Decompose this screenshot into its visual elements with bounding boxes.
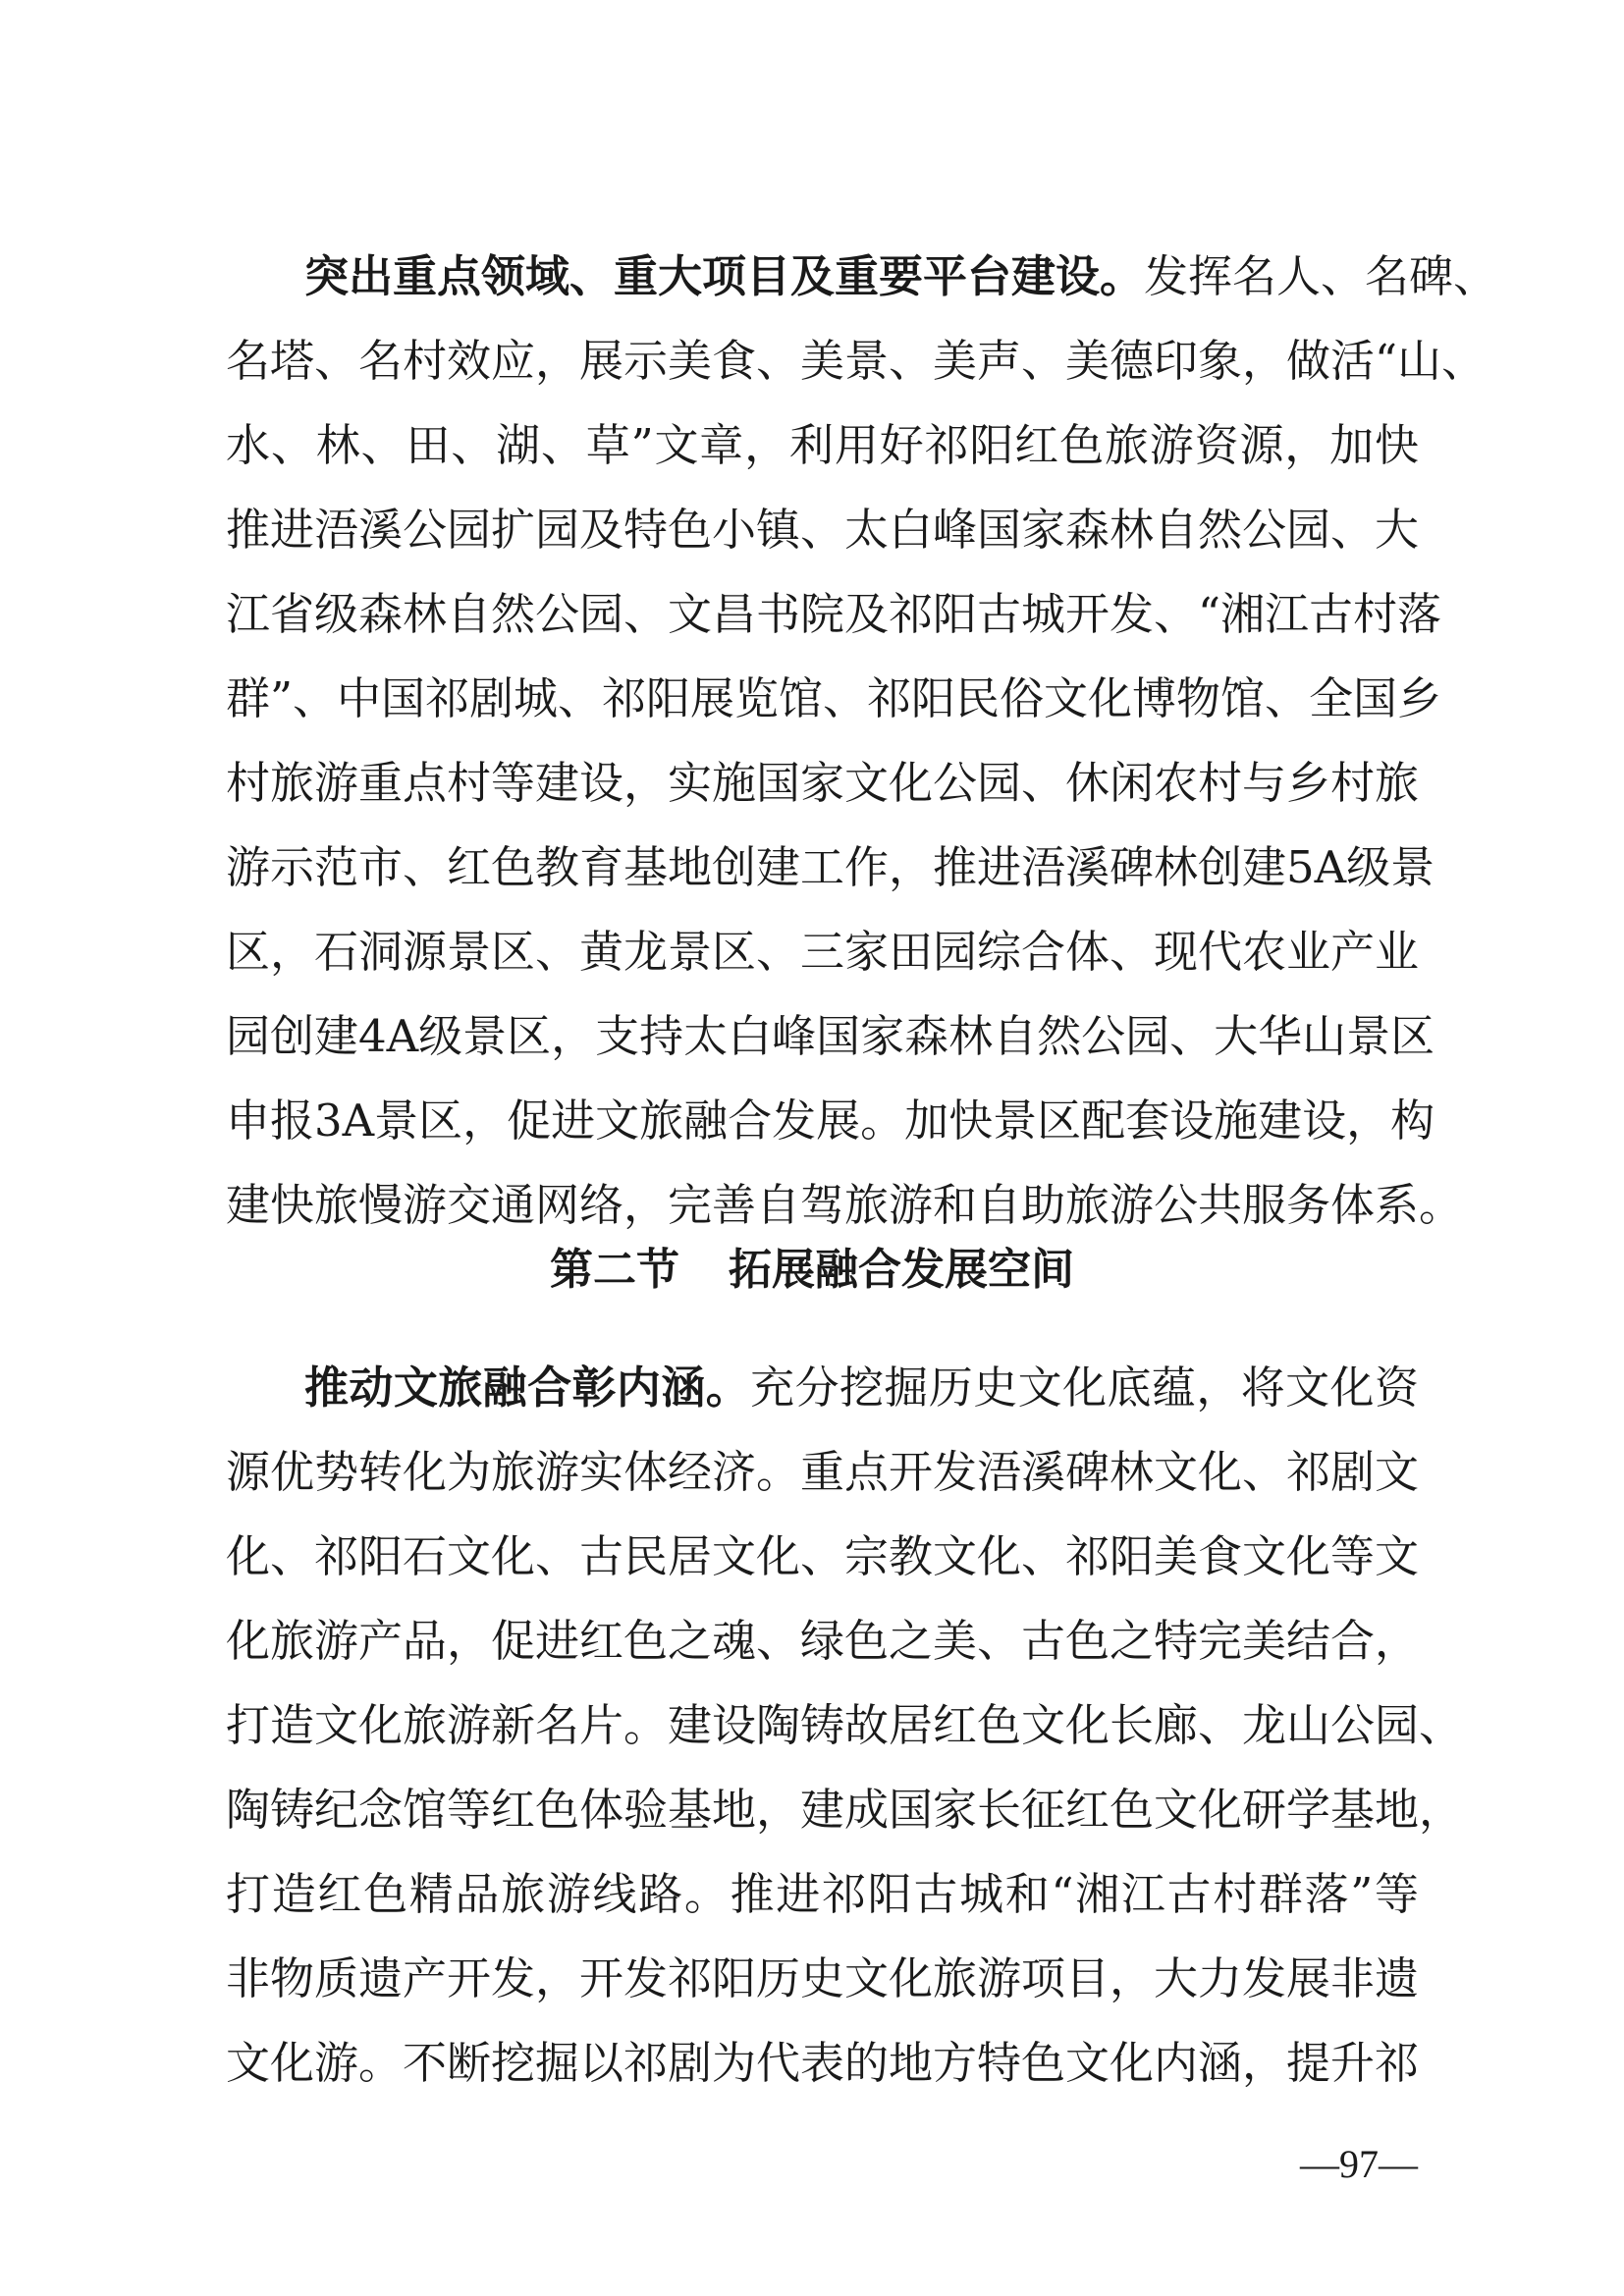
paragraph-line: 游示范市、红色教育基地创建工作，推进浯溪碑林创建5A级景	[226, 841, 1435, 893]
paragraph-line	[304, 247, 1498, 306]
page-number: —97—	[1300, 2142, 1418, 2186]
paragraph-lead-bold: 突出重点领域、重大项目及重要平台建设。	[304, 250, 1145, 302]
section-number: 第二节	[550, 1245, 679, 1295]
paragraph-text: 发挥名人、名碑、	[1144, 250, 1498, 302]
paragraph-line: 化旅游产品，促进红色之魂、绿色之美、古色之特完美结合，	[226, 1615, 1420, 1667]
paragraph-line: 申报3A景区，促进文旅融合发展。加快景区配套设施建设，构	[226, 1095, 1435, 1147]
paragraph-line: 文化游。不断挖掘以祁剧为代表的地方特色文化内涵，提升祁	[226, 2037, 1420, 2089]
paragraph-line: 打造红色精品旅游线路。推进祁阳古城和“湘江古村群落”等	[226, 1868, 1419, 1920]
paragraph-line: 江省级森林自然公园、文昌书院及祁阳古城开发、“湘江古村落	[226, 588, 1442, 640]
paragraph-line: 陶铸纪念馆等红色体验基地，建成国家长征红色文化研学基地，	[226, 1784, 1464, 1836]
paragraph-line: 园创建4A级景区，支持太白峰国家森林自然公园、大华山景区	[226, 1010, 1435, 1062]
paragraph-lead-bold: 推动文旅融合彰内涵。	[304, 1362, 751, 1414]
paragraph-line: 推进浯溪公园扩园及特色小镇、太白峰国家森林自然公园、大	[226, 504, 1420, 556]
paragraph-text: 充分挖掘历史文化底蕴，将文化资	[750, 1362, 1419, 1414]
paragraph-line: 建快旅慢游交通网络，完善自驾旅游和自助旅游公共服务体系。	[226, 1179, 1464, 1231]
paragraph-line: 水、林、田、湖、草”文章，利用好祁阳红色旅游资源，加快	[226, 419, 1419, 471]
paragraph-line: 区，石洞源景区、黄龙景区、三家田园综合体、现代农业产业	[226, 926, 1420, 978]
paragraph-line: 群”、中国祁剧城、祁阳展览馆、祁阳民俗文化博物馆、全国乡	[226, 672, 1442, 724]
paragraph-line: 化、祁阳石文化、古民居文化、宗教文化、祁阳美食文化等文	[226, 1530, 1420, 1582]
paragraph-line: 名塔、名村效应，展示美食、美景、美声、美德印象，做活“山、	[226, 335, 1487, 387]
paragraph-line	[304, 1359, 1419, 1417]
paragraph-line: 村旅游重点村等建设，实施国家文化公园、休闲农村与乡村旅	[226, 757, 1420, 809]
paragraph-line: 非物质遗产开发，开发祁阳历史文化旅游项目，大力发展非遗	[226, 1952, 1420, 2004]
paragraph-line: 打造文化旅游新名片。建设陶铸故居红色文化长廊、龙山公园、	[226, 1699, 1464, 1751]
section-heading	[0, 1241, 1624, 1300]
paragraph-line: 源优势转化为旅游实体经济。重点开发浯溪碑林文化、祁剧文	[226, 1446, 1420, 1498]
section-title: 拓展融合发展空间	[729, 1245, 1074, 1295]
